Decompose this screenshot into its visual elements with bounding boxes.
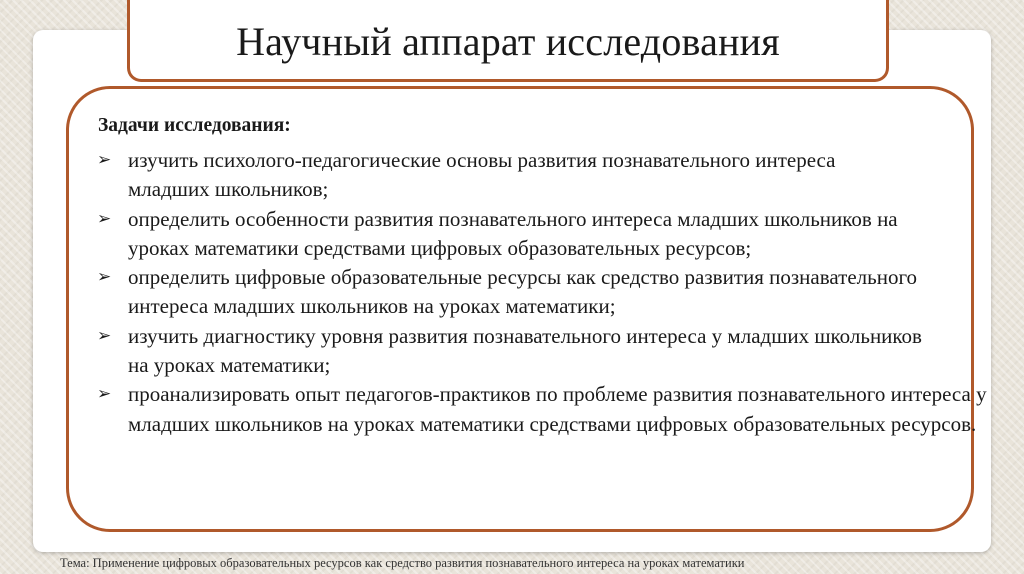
arrowhead-bullet-icon: ➢ <box>97 150 112 170</box>
task-text: определить цифровые образовательные ресурсы как средство развития познавательного интереса младших школьников на уроках математики; <box>128 265 918 319</box>
arrowhead-bullet-icon: ➢ <box>97 208 112 229</box>
task-item <box>95 322 928 381</box>
section-heading: Задачи исследования: <box>98 115 291 136</box>
task-text: определить особенности развития познавательного интереса младших школьников на уроках математики средствами цифровых образовательных ресурсов; <box>128 206 898 260</box>
task-item <box>95 205 938 264</box>
footer-topic: Тема: Применение цифровых образовательных ресурсов как средство развития познавательного интереса на уроках математики <box>60 556 745 570</box>
task-list <box>95 146 987 439</box>
arrowhead-bullet-icon: ➢ <box>97 267 112 288</box>
arrowhead-bullet-icon: ➢ <box>97 325 112 346</box>
task-text: изучить диагностику уровня развития познавательного интереса у младших школьников на уроках математики; <box>128 323 922 378</box>
slide-title: Научный аппарат исследования <box>236 19 780 64</box>
arrowhead-bullet-icon: ➢ <box>97 384 112 405</box>
title-box <box>127 0 889 82</box>
task-text: проанализировать опыт педагогов-практиков по проблеме развития познавательного интереса у младших школьников на уроках математики средствами цифровых образовательных ресурсов. <box>128 382 987 436</box>
task-item <box>95 146 918 205</box>
task-text: изучить психолого-педагогические основы развития познавательного интереса младших школьников; <box>128 148 836 202</box>
content-box <box>66 86 987 532</box>
task-item <box>95 263 973 322</box>
task-item <box>95 380 988 439</box>
